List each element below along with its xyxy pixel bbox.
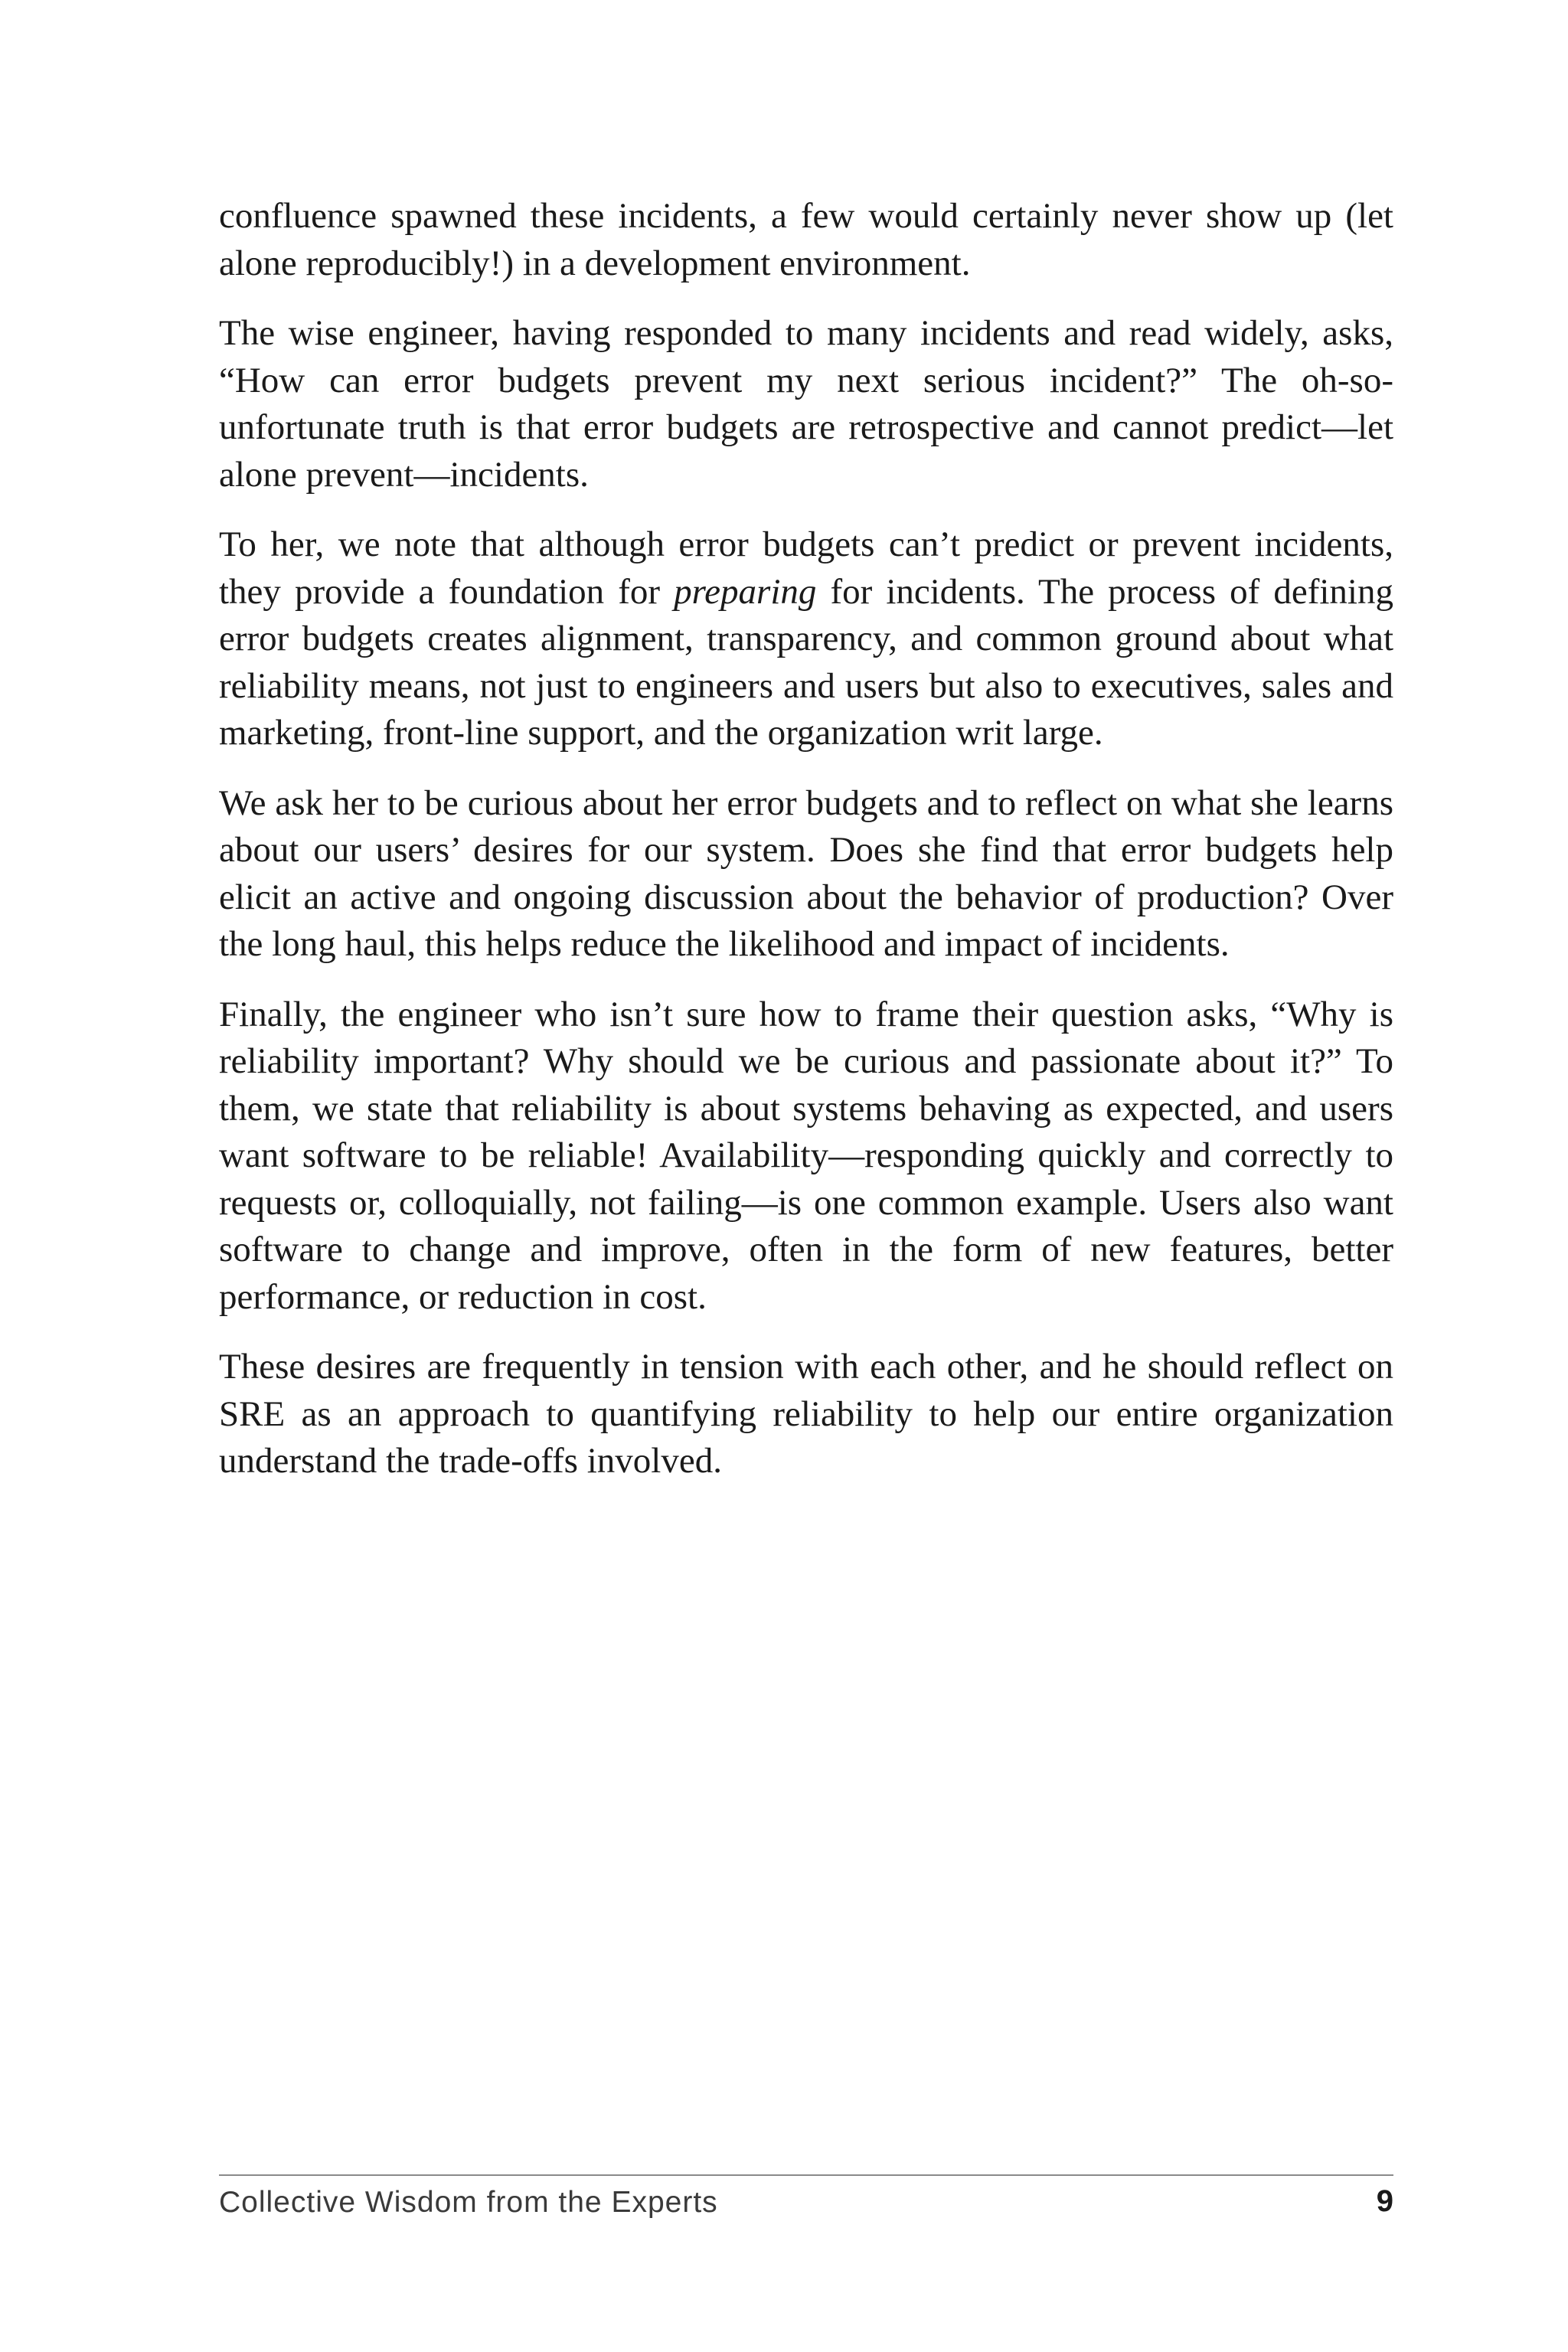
paragraph-4: We ask her to be curious about her error budgets and to reflect on what she learns about our users’ desires for our system. Does she find that error budgets help elicit an active and ongoing discussion about the behavior of production? Over the long haul, this helps reduce the likelihood and impact of incidents. [219, 782, 1393, 964]
page-number: 9 [1376, 2184, 1393, 2218]
paragraph-6: These desires are frequently in tension with each other, and he should reflect on SRE as an approach to quantifying reliability to help our entire organization understand the trade-offs involved. [219, 1347, 1393, 1481]
paragraph-3-text-start: To her, we note that although error budgets can’t predict or prevent incidents, they provide a foundation for [219, 524, 1393, 612]
paragraph-2: The wise engineer, having responded to many incidents and read widely, asks, “How can error budgets prevent my next serious incident?” The oh-so-unfortunate truth is that error budgets are retrospective and cannot predict—let alone prevent—incidents. [219, 313, 1393, 495]
footer-book-title: Collective Wisdom from the Experts [219, 2186, 718, 2219]
paragraph-3-text-end: for incidents. The process of defining error budgets creates alignment, transparency, and common ground about what reliability means, not just to engineers and users but also to executives, sales and marketing, front-line support, and the organization writ large. [219, 571, 1393, 753]
paragraph-1: confluence spawned these incidents, a few would certainly never show up (let alone reproducibly!) in a development environment. [219, 196, 1393, 283]
footer-divider [219, 2174, 1393, 2176]
paragraph-5: Finally, the engineer who isn’t sure how to frame their question asks, “Why is reliability important? Why should we be curious and passionate about it?” To them, we state that reliability is about systems behaving as expected, and users want software to be reliable! Availability—responding quickly and correctly to requests or, colloquially, not failing—is one common example. Users also want software to change and improve, often in the form of new features, better performance, or reduction in cost. [219, 994, 1393, 1317]
paragraph-3 [219, 521, 1393, 757]
emphasis-preparing: preparing [674, 571, 817, 612]
body-text [219, 193, 1393, 1508]
